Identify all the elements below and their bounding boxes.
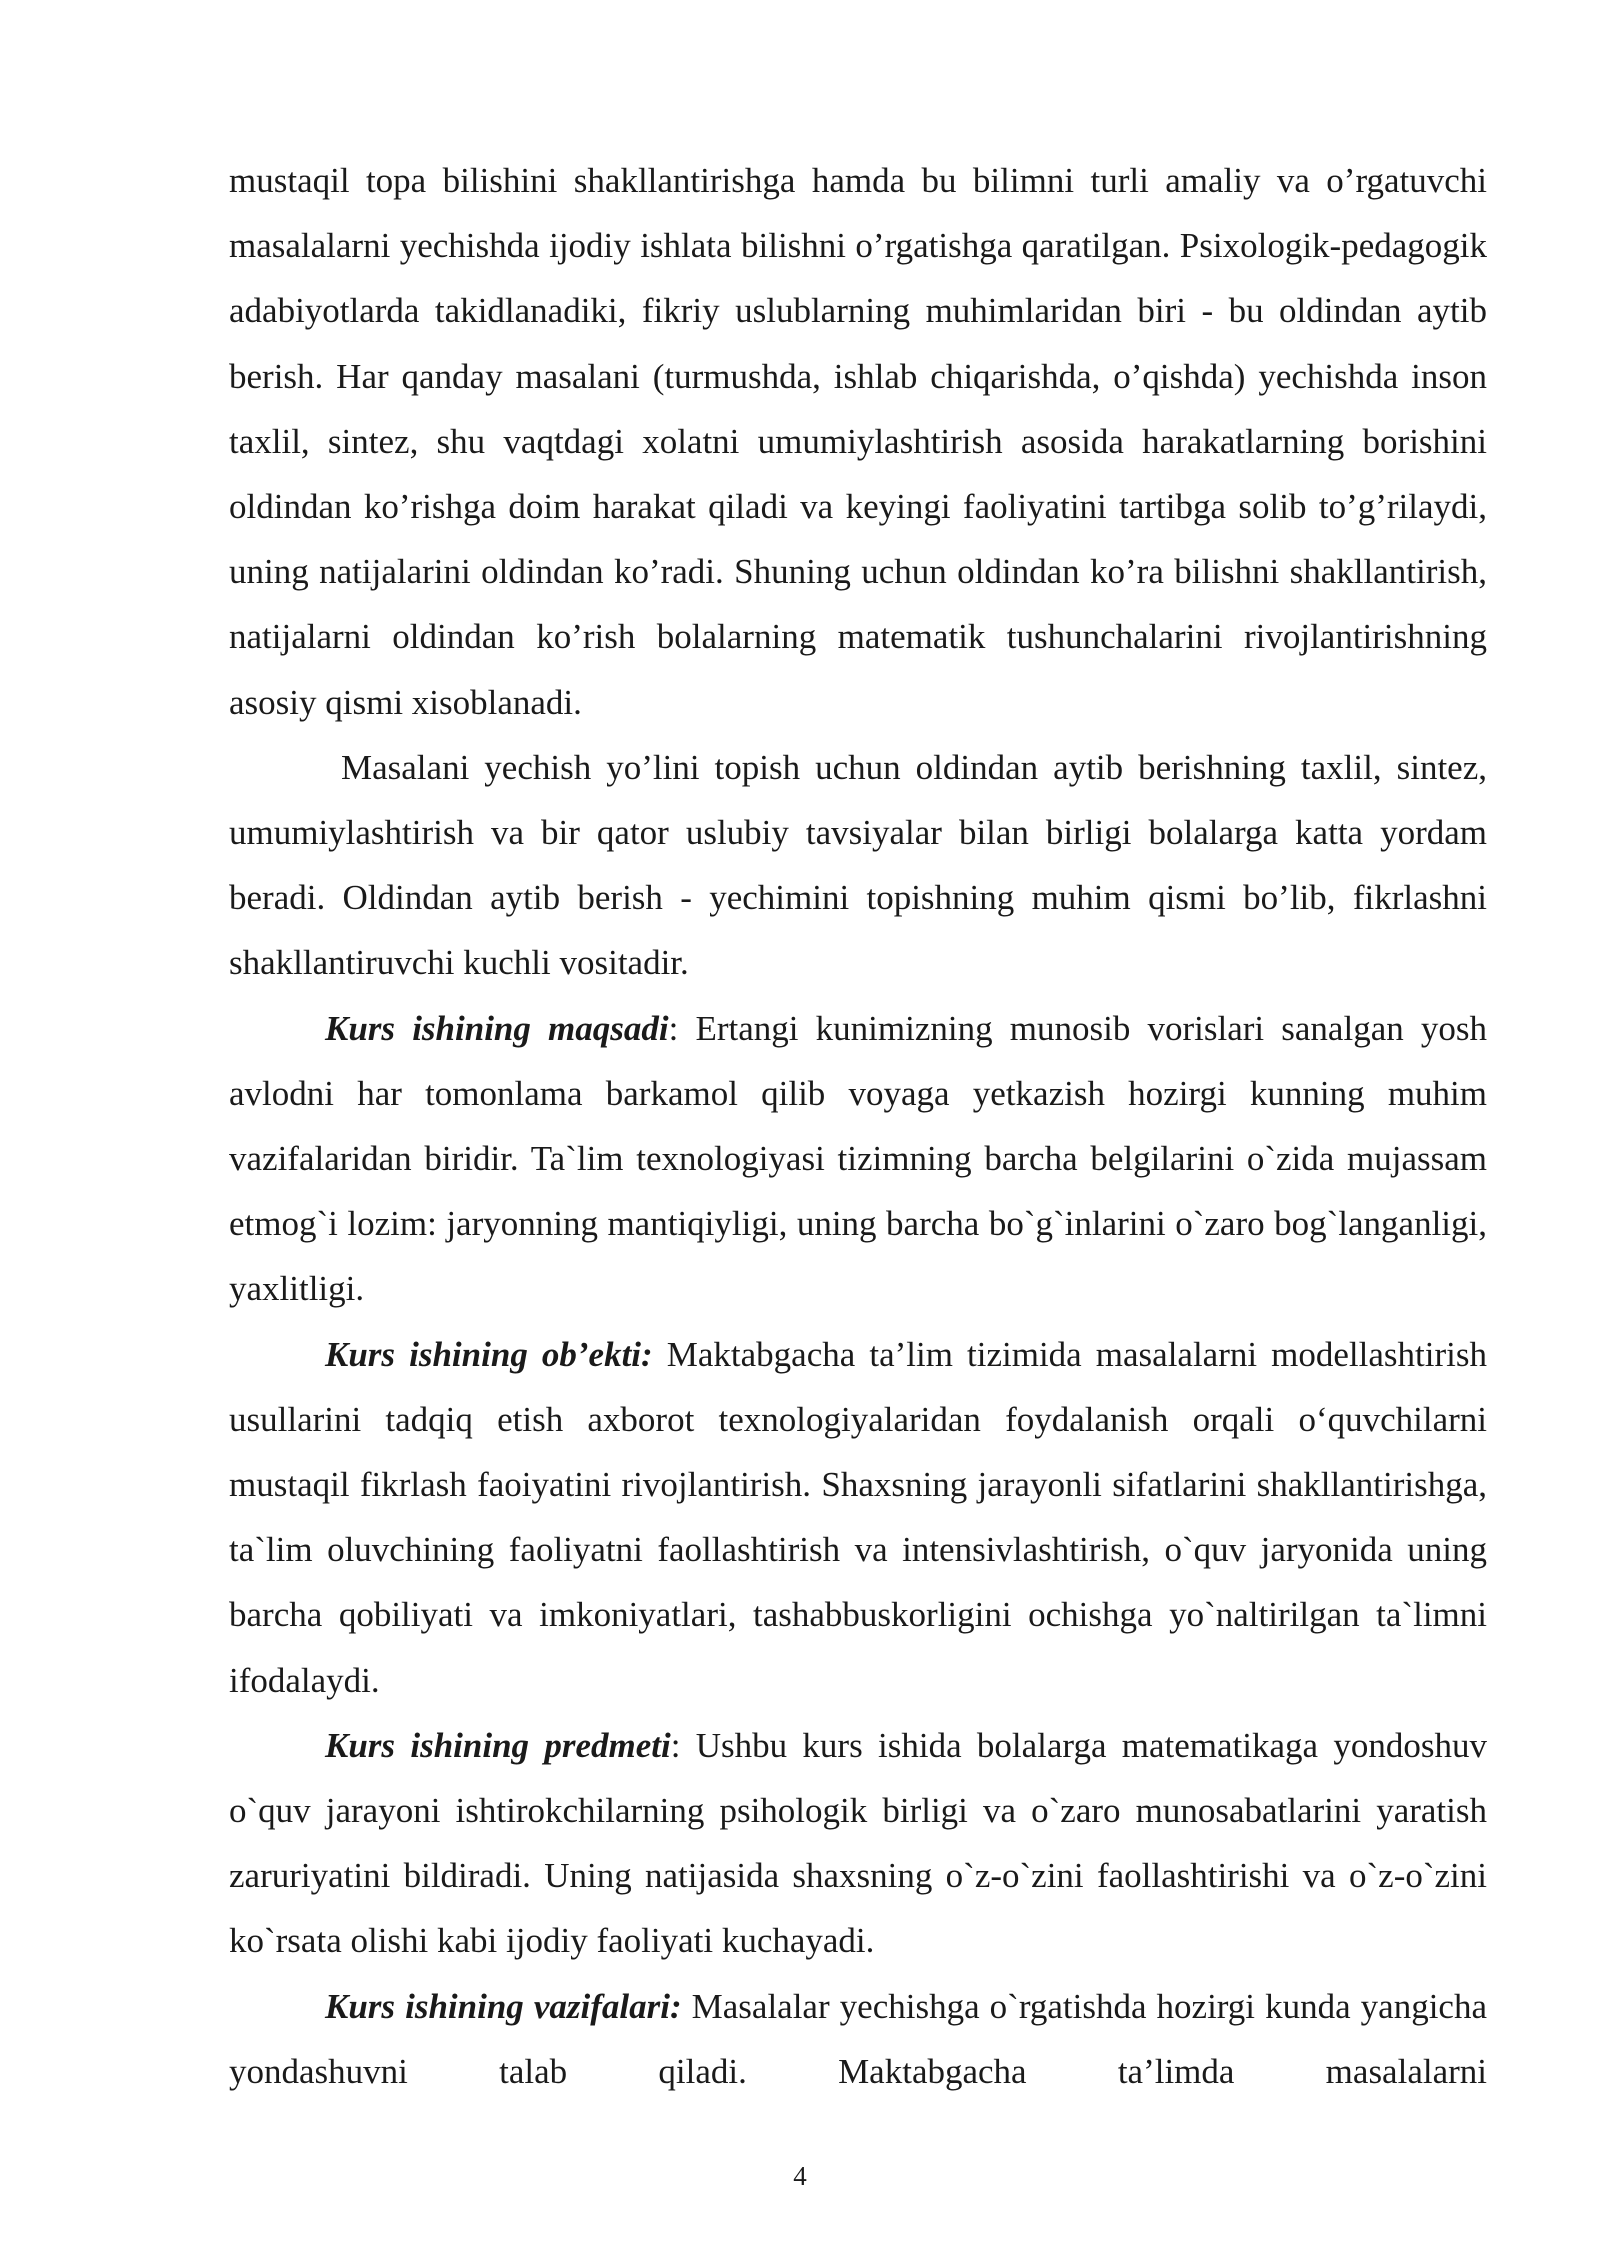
paragraph-text: Masalalar yechishga o`rgatishda hozirgi kunda yangicha yondashuvni talab qiladi. Maktabgacha ta’limda masalalarni (229, 1986, 1487, 2091)
paragraph-text: Masalani yechish yo’lini topish uchun oldindan aytib berishning taxlil, sintez, umumiylashtirish va bir qator uslubiy tavsiyalar bilan birligi bolalarga katta yordam beradi. Oldindan aytib berish - yechimini topishning muhim qismi bo’lib, fikrlashni shakllantiruvchi kuchli vositadir. (229, 747, 1487, 983)
paragraph-heading: Kurs ishining maqsadi (325, 1008, 669, 1048)
body-text (229, 148, 1487, 2104)
paragraph-text: : Ertangi kunimizning munosib vorislari sanalgan yosh avlodni har tomonlama barkamol qilib voyaga yetkazish hozirgi kunning muhim vazifalaridan biridir. Ta`lim texnologiyasi tizimning barcha belgilarini o`zida mujassam etmog`i lozim: jaryonning mantiqiyligi, uning barcha bo`g`inlarini o`zaro bog`langanligi, yaxlitligi. (229, 1008, 1487, 1309)
paragraph-forecasting (229, 735, 1487, 996)
page-number: 4 (793, 2161, 807, 2191)
paragraph-heading: Kurs ishining predmeti (325, 1725, 671, 1765)
paragraph-text: mustaqil topa bilishini shakllantirishga hamda bu bilimni turli amaliy va o’rgatuvchi masalalarni yechishda ijodiy ishlata bilishni o’rgatishga qaratilgan. Psixologik-pedagogik adabiyotlarda takidlanadiki, fikriy uslublarning muhimlaridan biri - bu oldindan aytib berish. Har qanday masalani (turmushda, ishlab chiqarishda, o’qishda) yechishda inson taxlil, sintez, shu vaqtdagi xolatni umumiylashtirish asosida harakatlarning borishini oldindan ko’rishga doim harakat qiladi va keyingi faoliyatini tartibga solib to’g’rilaydi, uning natijalarini oldindan ko’radi. Shuning uchun oldindan ko’ra bilishni shakllantirish, natijalarni oldindan ko’rish bolalarning matematik tushunchalarini rivojlantirishning asosiy qismi xisoblanadi. (229, 161, 1487, 722)
paragraph-heading: Kurs ishining ob’ekti: (325, 1334, 653, 1374)
paragraph-object (229, 1322, 1487, 1713)
paragraph-continuation (229, 148, 1487, 735)
paragraph-heading: Kurs ishining vazifalari: (325, 1986, 682, 2026)
paragraph-text: Maktabgacha ta’lim tizimida masalalarni modellashtirish usullarini tadqiq etish axborot texnologiyalaridan foydalanish orqali o‘quvchilarni mustaqil fikrlash faoiyatini rivojlantirish. Shaxsning jarayonli sifatlarini shakllantirishga, ta`lim oluvchining faoliyatni faollashtirish va intensivlashtirish, o`quv jaryonida uning barcha qobiliyati va imkoniyatlari, tashabbuskorligini ochishga yo`naltirilgan ta`limni ifodalaydi. (229, 1334, 1487, 1700)
paragraph-goal (229, 996, 1487, 1322)
paragraph-tasks (229, 1974, 1487, 2104)
paragraph-subject (229, 1713, 1487, 1974)
paragraph-text: : Ushbu kurs ishida bolalarga matematikaga yondoshuv o`quv jarayoni ishtirokchilarning psihologik birligi va o`zaro munosabatlarini yaratish zaruriyatini bildiradi. Uning natijasida shaxsning o`z-o`zini faollashtirishi va o`z-o`zini ko`rsata olishi kabi ijodiy faoliyati kuchayadi. (229, 1725, 1487, 1961)
